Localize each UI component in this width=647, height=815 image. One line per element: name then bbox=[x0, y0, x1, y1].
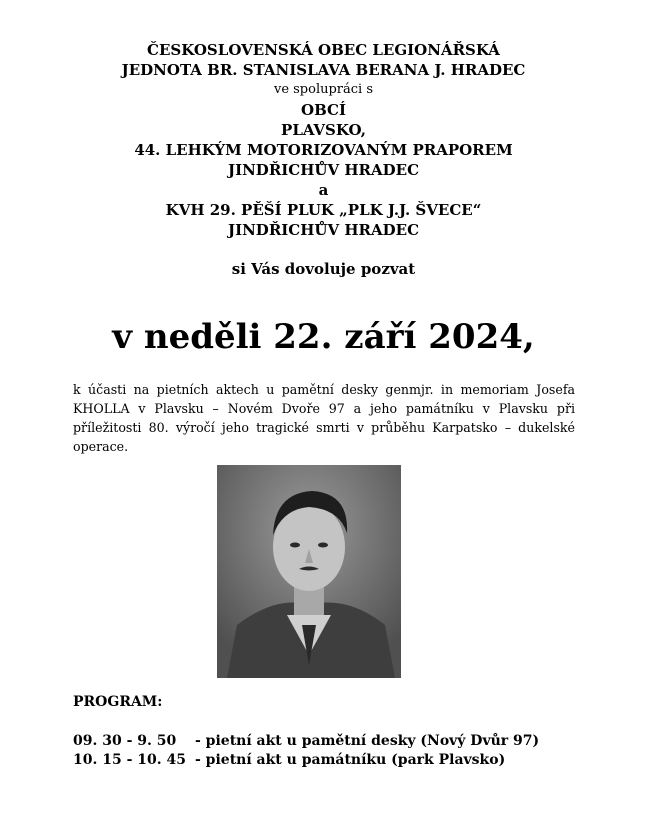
organizer-line-7: JINDŘICHŮV HRADEC bbox=[227, 161, 420, 179]
organizers-header bbox=[0, 40, 647, 240]
event-description: k účasti na pietních aktech u pamětní desky genmjr. in memoriam Josefa KHOLLA v Plavsku – Novém Dvoře 97 a jeho památníku v Plavsku při příležitosti 80. výročí jeho tragické smrti v průběhu Karpatsko – dukelské operace. bbox=[73, 382, 575, 454]
organizer-line-9: KVH 29. PĚŠÍ PLUK „PLK J.J. ŠVECE“ bbox=[165, 201, 482, 219]
organizer-line-5: PLAVSKO, bbox=[281, 121, 366, 139]
program-item bbox=[73, 751, 573, 770]
program-item-text: - pietní akt u pamětní desky (Nový Dvůr 97) bbox=[195, 733, 540, 749]
organizer-line-6: 44. LEHKÝM MOTORIZOVANÝM PRAPOREM bbox=[134, 141, 513, 159]
invitation-text: si Vás dovoluje pozvat bbox=[231, 260, 416, 278]
program-list bbox=[73, 732, 573, 770]
event-date: v neděli 22. září 2024, bbox=[112, 317, 535, 357]
organizer-line-10: JINDŘICHŮV HRADEC bbox=[227, 221, 420, 239]
portrait-photo-art bbox=[217, 465, 401, 678]
organizer-line-4: OBCÍ bbox=[301, 101, 346, 119]
program-item bbox=[73, 732, 573, 751]
cooperation-text: ve spolupráci s bbox=[273, 82, 374, 97]
program-item-time: 10. 15 - 10. 45 bbox=[73, 752, 186, 768]
program-item-time: 09. 30 - 9. 50 bbox=[73, 733, 177, 749]
program-item-text: - pietní akt u památníku (park Plavsko) bbox=[195, 752, 506, 768]
organizer-line-2: JEDNOTA BR. STANISLAVA BERANA J. HRADEC bbox=[121, 61, 526, 79]
conjunction-text: a bbox=[318, 181, 329, 199]
organizer-line-1: ČESKOSLOVENSKÁ OBEC LEGIONÁŘSKÁ bbox=[147, 41, 500, 59]
program-title: PROGRAM: bbox=[73, 694, 163, 710]
portrait-photo bbox=[217, 465, 401, 678]
